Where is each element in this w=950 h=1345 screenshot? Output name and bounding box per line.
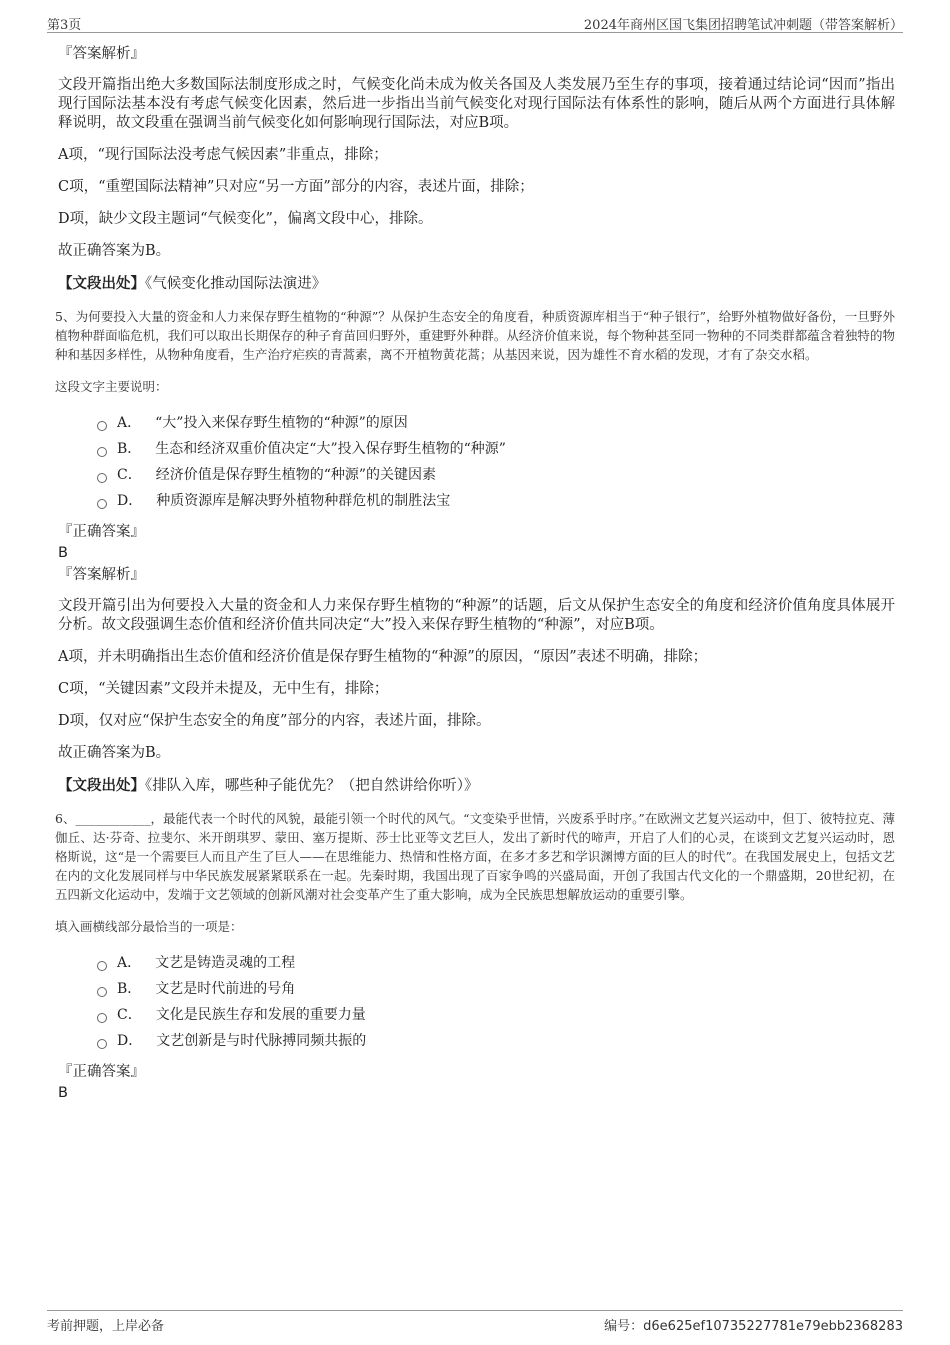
q6-answer-label: 『正确答案』 [58,1064,145,1080]
option-text: 生态和经济双重价值决定“大”投入保存野生植物的“种源” [155,441,506,457]
radio-icon[interactable] [97,421,107,431]
option-letter: A． [117,955,142,971]
option-text: 经济价值是保存野生植物的“种源”的关键因素 [155,467,437,483]
q5-option-c[interactable] [97,462,895,488]
q5-option-c-note: C项，“关键因素”文段并未提及，无中生有，排除； [58,681,389,697]
q5-conclusion: 故正确答案为B。 [58,745,171,761]
document-code [604,1315,903,1334]
q5-option-b[interactable] [97,436,895,462]
q4-option-c-note: C项，“重塑国际法精神”只对应“另一方面”部分的内容，表述片面，排除； [58,179,534,195]
q6-options [97,950,895,1054]
option-letter: B． [117,981,142,997]
option-text: 文艺创新是与时代脉搏同频共振的 [156,1033,367,1049]
document-title: 2024年商州区国飞集团招聘笔试冲刺题（带答案解析） [583,18,903,33]
q4-conclusion: 故正确答案为B。 [58,243,171,259]
option-letter: A． [117,415,142,431]
q6-option-c[interactable] [97,1002,895,1028]
option-letter: D． [117,1033,143,1049]
radio-icon[interactable] [97,447,107,457]
radio-icon[interactable] [97,961,107,971]
q6-option-a[interactable] [97,950,895,976]
radio-icon[interactable] [97,499,107,509]
option-letter: B． [117,441,142,457]
page-footer [47,1310,903,1333]
q5-option-d-note: D项，仅对应“保护生态安全的角度”部分的内容，表述片面，排除。 [58,713,491,729]
q5-option-d[interactable] [97,488,895,514]
q5-source-label: 【文段出处】 [58,777,145,794]
q4-option-a-note: A项，“现行国际法没考虑气候因素”非重点，排除； [58,147,388,163]
q6-option-d[interactable] [97,1028,895,1054]
q5-source-text: 《排队入库，哪些种子能优先？（把自然讲给你听）》 [145,778,479,794]
page-content [55,44,895,1105]
q5-prompt: 这段文字主要说明： [55,379,168,394]
q5-option-a[interactable] [97,410,895,436]
radio-icon[interactable] [97,1039,107,1049]
page-header [47,12,903,33]
q4-source-label: 【文段出处】 [58,275,145,292]
option-text: “大”投入来保存野生植物的“种源”的原因 [155,415,408,431]
q5-answer-label: 『正确答案』 [58,524,145,540]
q4-source-text: 《气候变化推动国际法演进》 [145,276,327,292]
option-text: 文艺是铸造灵魂的工程 [155,955,296,971]
q4-analysis-label: 『答案解析』 [58,46,145,62]
q5-options [97,410,895,514]
footer-slogan: 考前押题，上岸必备 [47,1319,165,1334]
page-number: 第3页 [47,18,82,33]
option-letter: C． [117,467,142,483]
q5-analysis-label: 『答案解析』 [58,567,145,583]
q6-prompt: 填入画横线部分最恰当的一项是： [55,919,243,934]
q6-answer: B [58,1085,68,1101]
q6-option-b[interactable] [97,976,895,1002]
q5-answer: B [58,545,68,561]
q5-analysis-text: 文段开篇引出为何要投入大量的资金和人力来保存野生植物的“种源”的话题，后文从保护生态安全的角度和经济价值角度具体展开分析。故文段强调生态价值和经济价值共同决定“大”投入来保存野生植物的“种源”，对应B项。 [58,598,895,633]
code-value: d6e625ef10735227781e79ebb2368283 [643,1319,903,1334]
q6-question-text: 6、____________，最能代表一个时代的风貌，最能引领一个时代的风气。“文变染乎世情，兴废系乎时序。”在欧洲文艺复兴运动中，但丁、彼特拉克、薄伽丘、达·芬奇、拉斐尔、米开朗琪罗、蒙田、塞万提斯、莎士比亚等文艺巨人，发出了新时代的啼声，开启了人们的心灵，在谈到文艺复兴运动时，恩格斯说，这“是一个需要巨人而且产生了巨人——在思维能力、热情和性格方面，在多才多艺和学识渊博方面的巨人的时代”。在我国发展史上，包括文艺在内的文化发展同样与中华民族发展紧紧联系在一起。先秦时期，我国出现了百家争鸣的兴盛局面，开创了我国古代文化的一个鼎盛期，20世纪初，在五四新文化运动中，发端于文艺领域的创新风潮对社会变革产生了重大影响，成为全民族思想解放运动的重要引擎。 [55,811,895,902]
option-text: 文化是民族生存和发展的重要力量 [155,1007,366,1023]
q4-option-d-note: D项，缺少文段主题词“气候变化”，偏离文段中心，排除。 [58,211,433,227]
q4-source [58,274,895,294]
option-text: 文艺是时代前进的号角 [155,981,296,997]
q5-option-a-note: A项，并未明确指出生态价值和经济价值是保存野生植物的“种源”的原因，“原因”表述不明确，排除； [58,649,708,665]
q4-analysis-text: 文段开篇指出绝大多数国际法制度形成之时，气候变化尚未成为攸关各国及人类发展乃至生存的事项，接着通过结论词“因而”指出现行国际法基本没有考虑气候变化因素，然后进一步指出当前气候变化对现行国际法有体系性的影响，随后从两个方面进行具体解释说明，故文段重在强调当前气候变化如何影响现行国际法，对应B项。 [58,77,895,131]
option-letter: C． [117,1007,142,1023]
radio-icon[interactable] [97,987,107,997]
radio-icon[interactable] [97,1013,107,1023]
option-text: 种质资源库是解决野外植物种群危机的制胜法宝 [156,493,451,509]
q5-source [58,776,895,796]
radio-icon[interactable] [97,473,107,483]
code-label: 编号： [604,1319,644,1334]
q5-question-text: 5、为何要投入大量的资金和人力来保存野生植物的“种源”？从保护生态安全的角度看，种质资源库相当于“种子银行”，给野外植物做好备份，一旦野外植物种群面临危机，我们可以取出长期保存的种子育苗回归野外，重建野外种群。从经济价值来说，每个物种甚至同一物种的不同类群都蕴含着独特的物种和基因多样性，从物种角度看，生产治疗疟疾的青蒿素，离不开植物黄花蒿；从基因来说，因为雄性不育水稻的发现，才有了杂交水稻。 [55,309,895,362]
option-letter: D． [117,493,143,509]
